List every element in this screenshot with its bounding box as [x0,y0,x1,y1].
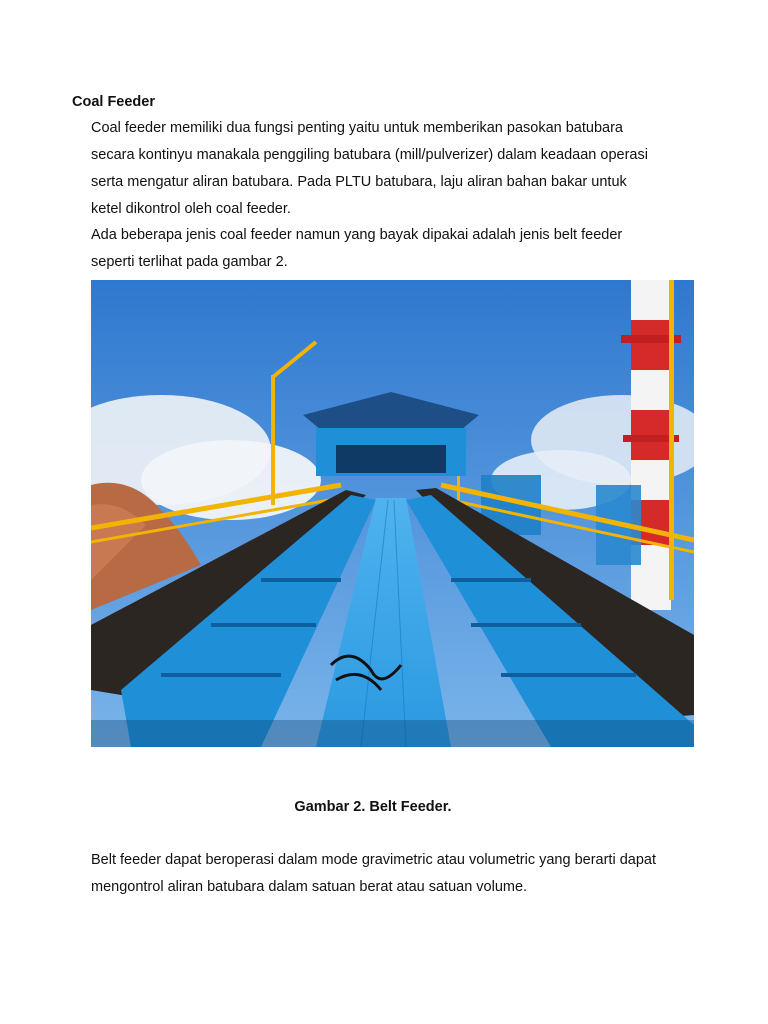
section-heading: Coal Feeder [72,94,155,110]
paragraph-line: ketel dikontrol oleh coal feeder. [91,201,291,217]
figure-caption: Gambar 2. Belt Feeder. [294,799,452,815]
paragraph-types [91,222,711,276]
paragraph-intro [91,115,711,223]
paragraph-line: secara kontinyu manakala penggiling batubara (mill/pulverizer) dalam keadaan operasi [91,147,648,163]
paragraph-line: Coal feeder memiliki dua fungsi penting yaitu untuk memberikan pasokan batubara [91,120,623,136]
paragraph-line: serta mengatur aliran batubara. Pada PLTU batubara, laju aliran bahan bakar untuk [91,174,627,190]
paragraph-line: seperti terlihat pada gambar 2. [91,254,288,270]
paragraph-line: mengontrol aliran batubara dalam satuan berat atau satuan volume. [91,879,528,895]
belt-feeder-photo [91,280,694,747]
paragraph-line: Belt feeder dapat beroperasi dalam mode gravimetric atau volumetric yang berarti dapat [91,852,656,868]
paragraph-line: Ada beberapa jenis coal feeder namun yang bayak dipakai adalah jenis belt feeder [91,227,623,243]
paragraph-modes [91,847,711,901]
